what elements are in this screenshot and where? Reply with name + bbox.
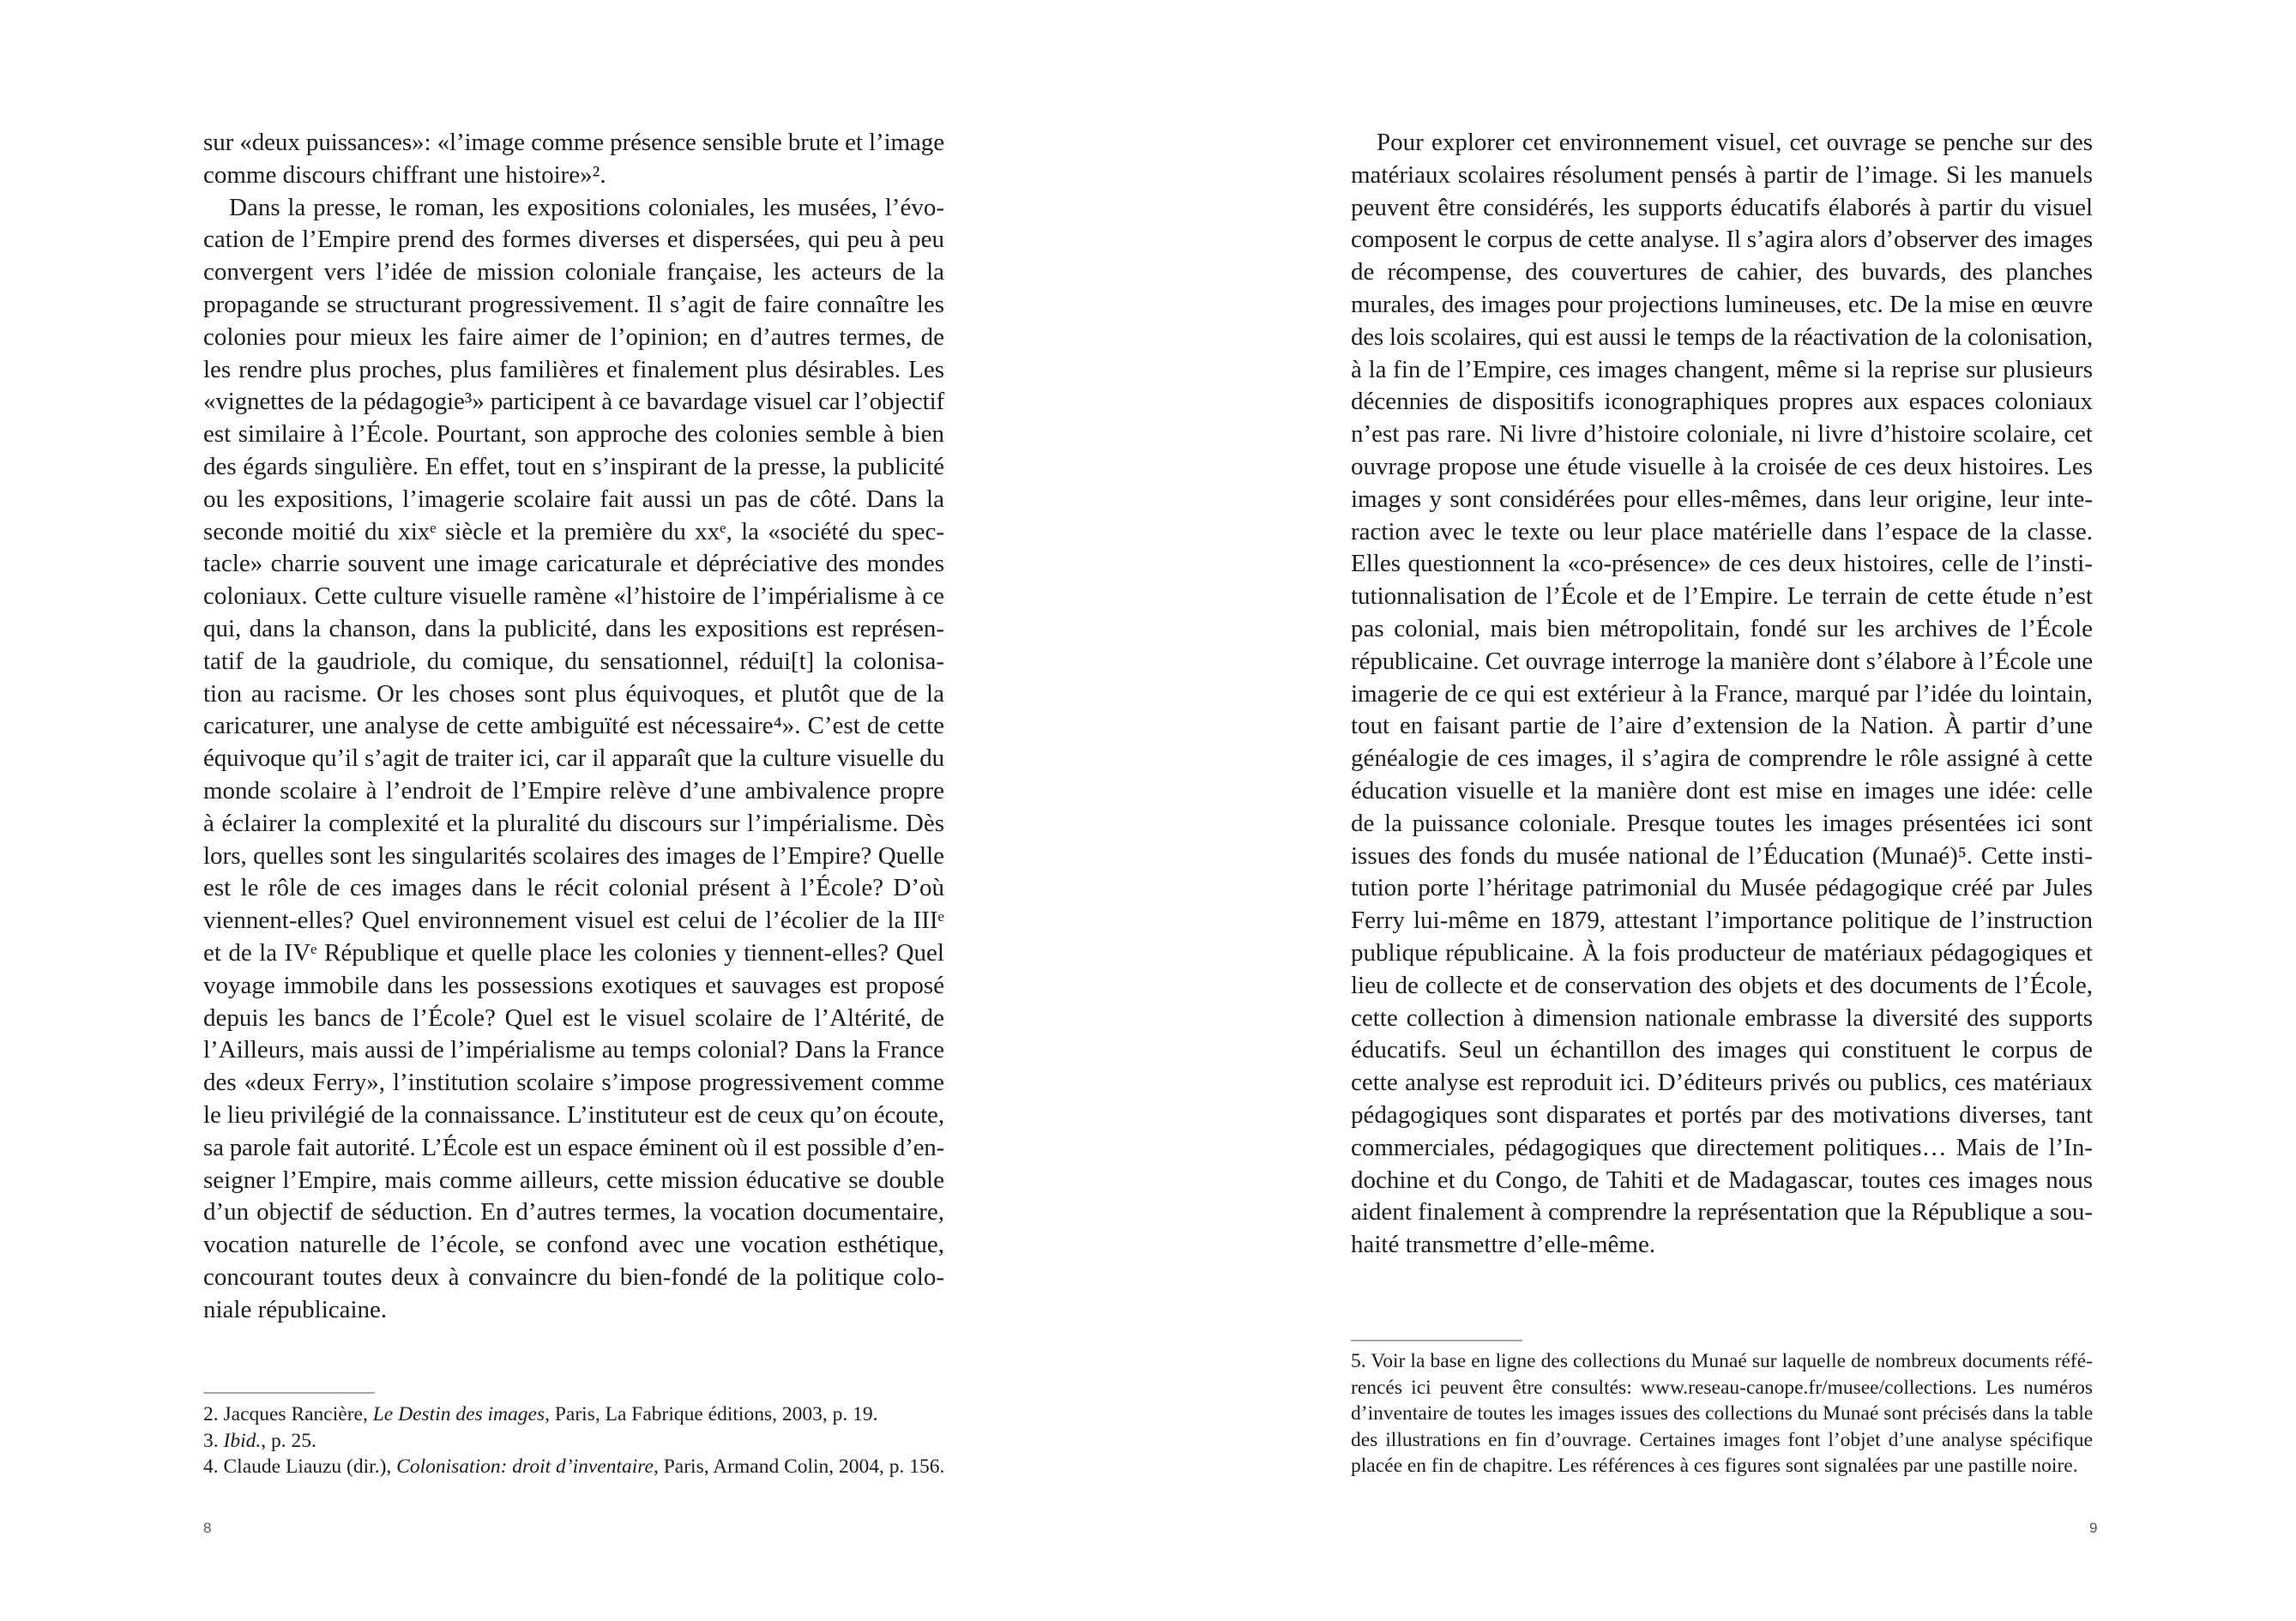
footnote-text: Claude Liauzu (dir.), (218, 1455, 397, 1479)
footnote-number: 4. (203, 1455, 219, 1479)
text-line: convergent vers l’idée de mission coloniale française, les acteurs de la (203, 258, 944, 286)
text-line: qui, dans la chanson, dans la publicité, dans les expositions est représen- (203, 614, 944, 642)
text-line: les rendre plus proches, plus familières et finalement plus désirables. Les (203, 355, 944, 383)
text-line: comme discours chiffrant une histoire»². (203, 160, 606, 189)
footnote-line: rencés ici peuvent être consultés: www.reseau-canope.fr/musee/collections. Les numéros (1351, 1376, 2093, 1399)
text-line: Ferry lui-même en 1879, attestant l’importance politique de l’instruction (1351, 907, 2093, 935)
text-line: Dans la presse, le roman, les expositions coloniales, les musées, l’évo- (229, 193, 944, 221)
footnote-separator (1351, 1340, 1522, 1341)
text-line: est le rôle de ces images dans le récit colonial présent à l’École? D’où (203, 874, 944, 902)
text-line: peuvent être considérés, les supports éducatifs élaborés à partir du visuel (1351, 193, 2093, 221)
text-line: ouvrage propose une étude visuelle à la croisée de ces deux histoires. Les (1351, 452, 2093, 480)
text-line: haité transmettre d’elle-même. (1351, 1231, 1656, 1259)
text-line: tatif de la gaudriole, du comique, du sensationnel, rédui[t] la colonisa- (203, 647, 944, 675)
text-line: d’un objectif de séduction. En d’autres termes, la vocation documentaire, (203, 1198, 944, 1226)
footnote-number: 2. (203, 1403, 219, 1425)
footnote-text: , p. 25. (261, 1429, 316, 1452)
footnote-separator (203, 1392, 375, 1394)
text-line: dochine et du Congo, de Tahiti et de Madagascar, toutes ces images nous (1351, 1166, 2093, 1194)
footnote-line: 5. Voir la base en ligne des collections du Munaé sur laquelle de nombreux documents réfé- (1351, 1350, 2093, 1372)
text-line: sur «deux puissances»: «l’image comme présence sensible brute et l’image (203, 129, 944, 156)
text-line: tutionnalisation de l’École et de l’Empire. Le terrain de cette étude n’est (1351, 582, 2093, 611)
text-line: lieu de collecte et de conservation des objets et des documents de l’École, (1351, 971, 2093, 999)
text-line: issues des fonds du musée national de l’Éducation (Munaé)⁵. Cette insti- (1351, 841, 2093, 870)
text-line: caricaturer, une analyse de cette ambiguïté est nécessaire⁴». C’est de cette (203, 712, 944, 740)
text-line: tacle» charrie souvent une image caricaturale et dépréciative des mondes (203, 550, 944, 578)
text-line: est similaire à l’École. Pourtant, son approche des colonies semble à bien (203, 420, 944, 449)
page-number: 9 (2089, 1520, 2098, 1536)
text-line: décennies de dispositifs iconographiques propres aux espaces coloniaux (1351, 388, 2093, 416)
text-line: cation de l’Empire prend des formes diverses et dispersées, qui peu à peu (203, 226, 944, 254)
text-line: seconde moitié du xixᵉ siècle et la première du xxᵉ, la «société du spec- (203, 517, 944, 545)
footnote-text: , Paris, Armand Colin, 2004, p. 156. (653, 1455, 945, 1479)
footnote-number: 3. (203, 1429, 219, 1452)
footnote-title: Ibid. (223, 1429, 262, 1452)
footnote-title: Le Destin des images (372, 1403, 545, 1425)
text-line: des égards singulière. En effet, tout en s’inspirant de la presse, la publicité (203, 452, 944, 480)
text-line: sa parole fait autorité. L’École est un espace éminent où il est possible d’en- (203, 1133, 944, 1161)
text-line: tion au racisme. Or les choses sont plus équivoques, et plutôt que de la (203, 679, 944, 708)
left-page-footnotes (203, 1401, 949, 1480)
text-line: et de la IVᵉ République et quelle place les colonies y tiennent-elles? Quel (203, 938, 944, 967)
text-line: des lois scolaires, qui est aussi le temps de la réactivation de la colonisation, (1351, 322, 2093, 351)
right-page-body-text (1351, 127, 2093, 1262)
text-line: niale républicaine. (203, 1295, 388, 1323)
text-line: images y sont considérées pour elles-mêmes, dans leur origine, leur inte- (1351, 485, 2093, 513)
footnote-text: , Paris, La Fabrique éditions, 2003, p. 19. (545, 1403, 878, 1425)
footnote (203, 1401, 949, 1428)
text-line: pédagogiques sont disparates et portés par des motivations diverses, tant (1351, 1100, 2093, 1129)
text-line: propagande se structurant progressivement. Il s’agit de faire connaître les (203, 290, 944, 318)
text-line: républicaine. Cet ouvrage interroge la manière dont s’élabore à l’École une (1351, 647, 2093, 675)
text-line: composent le corpus de cette analyse. Il s’agira alors d’observer des images (1351, 226, 2093, 254)
text-line: publique républicaine. À la fois producteur de matériaux pédagogiques et (1351, 938, 2093, 967)
text-line: monde scolaire à l’endroit de l’Empire relève d’une ambivalence propre (203, 776, 944, 804)
right-page-footnotes (1351, 1348, 2093, 1479)
footnote (203, 1428, 949, 1455)
text-line: lors, quelles sont les singularités scolaires des images de l’Empire? Quelle (203, 841, 944, 870)
text-line: l’Ailleurs, mais aussi de l’impérialisme au temps colonial? Dans la France (203, 1036, 944, 1064)
text-line: cette collection à dimension nationale embrasse la diversité des supports (1351, 1003, 2093, 1032)
text-line: voyage immobile dans les possessions exotiques et sauvages est proposé (203, 971, 944, 999)
footnote-line: d’inventaire de toutes les images issues des collections du Munaé sont précisés dans la table (1351, 1402, 2094, 1425)
page-number: 8 (203, 1520, 212, 1536)
text-line: aident finalement à comprendre la représentation que la République a sou- (1351, 1198, 2093, 1226)
text-line: Elles questionnent la «co-présence» de ces deux histoires, celle de l’insti- (1351, 550, 2093, 578)
text-line: éducation visuelle et la manière dont est mise en images une idée: celle (1351, 776, 2093, 804)
text-line: généalogie de ces images, il s’agira de comprendre le rôle assigné à cette (1351, 744, 2093, 773)
text-line: ou les expositions, l’imagerie scolaire fait aussi un pas de côté. Dans la (203, 485, 944, 513)
text-line: n’est pas rare. Ni livre d’histoire coloniale, ni livre d’histoire scolaire, cet (1351, 420, 2093, 449)
text-line: coloniaux. Cette culture visuelle ramène «l’histoire de l’impérialisme à ce (203, 582, 944, 611)
text-line: le lieu privilégié de la connaissance. L’instituteur est de ceux qu’on écoute, (203, 1100, 944, 1129)
text-line: équivoque qu’il s’agit de traiter ici, car il apparaît que la culture visuelle du (203, 744, 944, 773)
footnote-line: des illustrations en fin d’ouvrage. Certaines images font l’objet d’une analyse spécifique (1351, 1428, 2093, 1451)
text-line: commerciales, pédagogiques que directement politiques… Mais de l’In- (1351, 1133, 2093, 1161)
text-line: seigner l’Empire, mais comme ailleurs, cette mission éducative se double (203, 1166, 944, 1194)
text-line: concourant toutes deux à convaincre du bien-fondé de la politique colo- (203, 1262, 944, 1291)
text-line: raction avec le texte ou leur place matérielle dans l’espace de la classe. (1351, 517, 2093, 545)
text-line: imagerie de ce qui est extérieur à la France, marqué par l’idée du lointain, (1351, 679, 2093, 708)
text-line: tout en faisant partie de l’aire d’extension de la Nation. À partir d’une (1351, 712, 2093, 740)
text-line: à la fin de l’Empire, ces images changent, même si la reprise sur plusieurs (1351, 355, 2093, 383)
text-line: tution porte l’héritage patrimonial du Musée pédagogique créé par Jules (1351, 874, 2093, 902)
footnote-text: Jacques Rancière, (218, 1403, 373, 1425)
footnote-title: Colonisation: droit d’inventaire (396, 1455, 654, 1479)
text-line: murales, des images pour projections lumineuses, etc. De la mise en œuvre (1351, 290, 2093, 318)
text-line: de la puissance coloniale. Presque toutes les images présentées ici sont (1351, 809, 2093, 837)
text-line: Pour explorer cet environnement visuel, cet ouvrage se penche sur des (1377, 129, 2093, 156)
text-line: des «deux Ferry», l’institution scolaire s’impose progressivement comme (203, 1069, 944, 1097)
text-line: pas colonial, mais bien métropolitain, fondé sur les archives de l’École (1351, 614, 2093, 642)
text-line: colonies pour mieux les faire aimer de l’opinion; en d’autres termes, de (203, 322, 944, 351)
text-line: viennent-elles? Quel environnement visuel est celui de l’écolier de la IIIᵉ (203, 907, 944, 935)
text-line: de récompense, des couvertures de cahier, des buvards, des planches (1351, 258, 2093, 286)
text-line: depuis les bancs de l’École? Quel est le visuel scolaire de l’Altérité, de (203, 1003, 944, 1032)
text-line: «vignettes de la pédagogie³» participent à ce bavardage visuel car l’objectif (203, 388, 944, 416)
text-line: à éclairer la complexité et la pluralité du discours sur l’impérialisme. Dès (203, 809, 944, 837)
right-page (1148, 0, 2295, 1621)
footnote-line: placée en fin de chapitre. Les références à ces figures sont signalées par une pastille noire. (1351, 1455, 2078, 1478)
footnote (203, 1454, 949, 1480)
text-line: éducatifs. Seul un échantillon des images qui constituent le corpus de (1351, 1036, 2093, 1064)
text-line: vocation naturelle de l’école, se confond avec une vocation esthétique, (203, 1231, 944, 1259)
text-line: matériaux scolaires résolument pensés à partir de l’image. Si les manuels (1351, 160, 2093, 189)
left-page-body-text (203, 127, 944, 1326)
text-line: cette analyse est reproduit ici. D’éditeurs privés ou publics, ces matériaux (1351, 1069, 2093, 1097)
